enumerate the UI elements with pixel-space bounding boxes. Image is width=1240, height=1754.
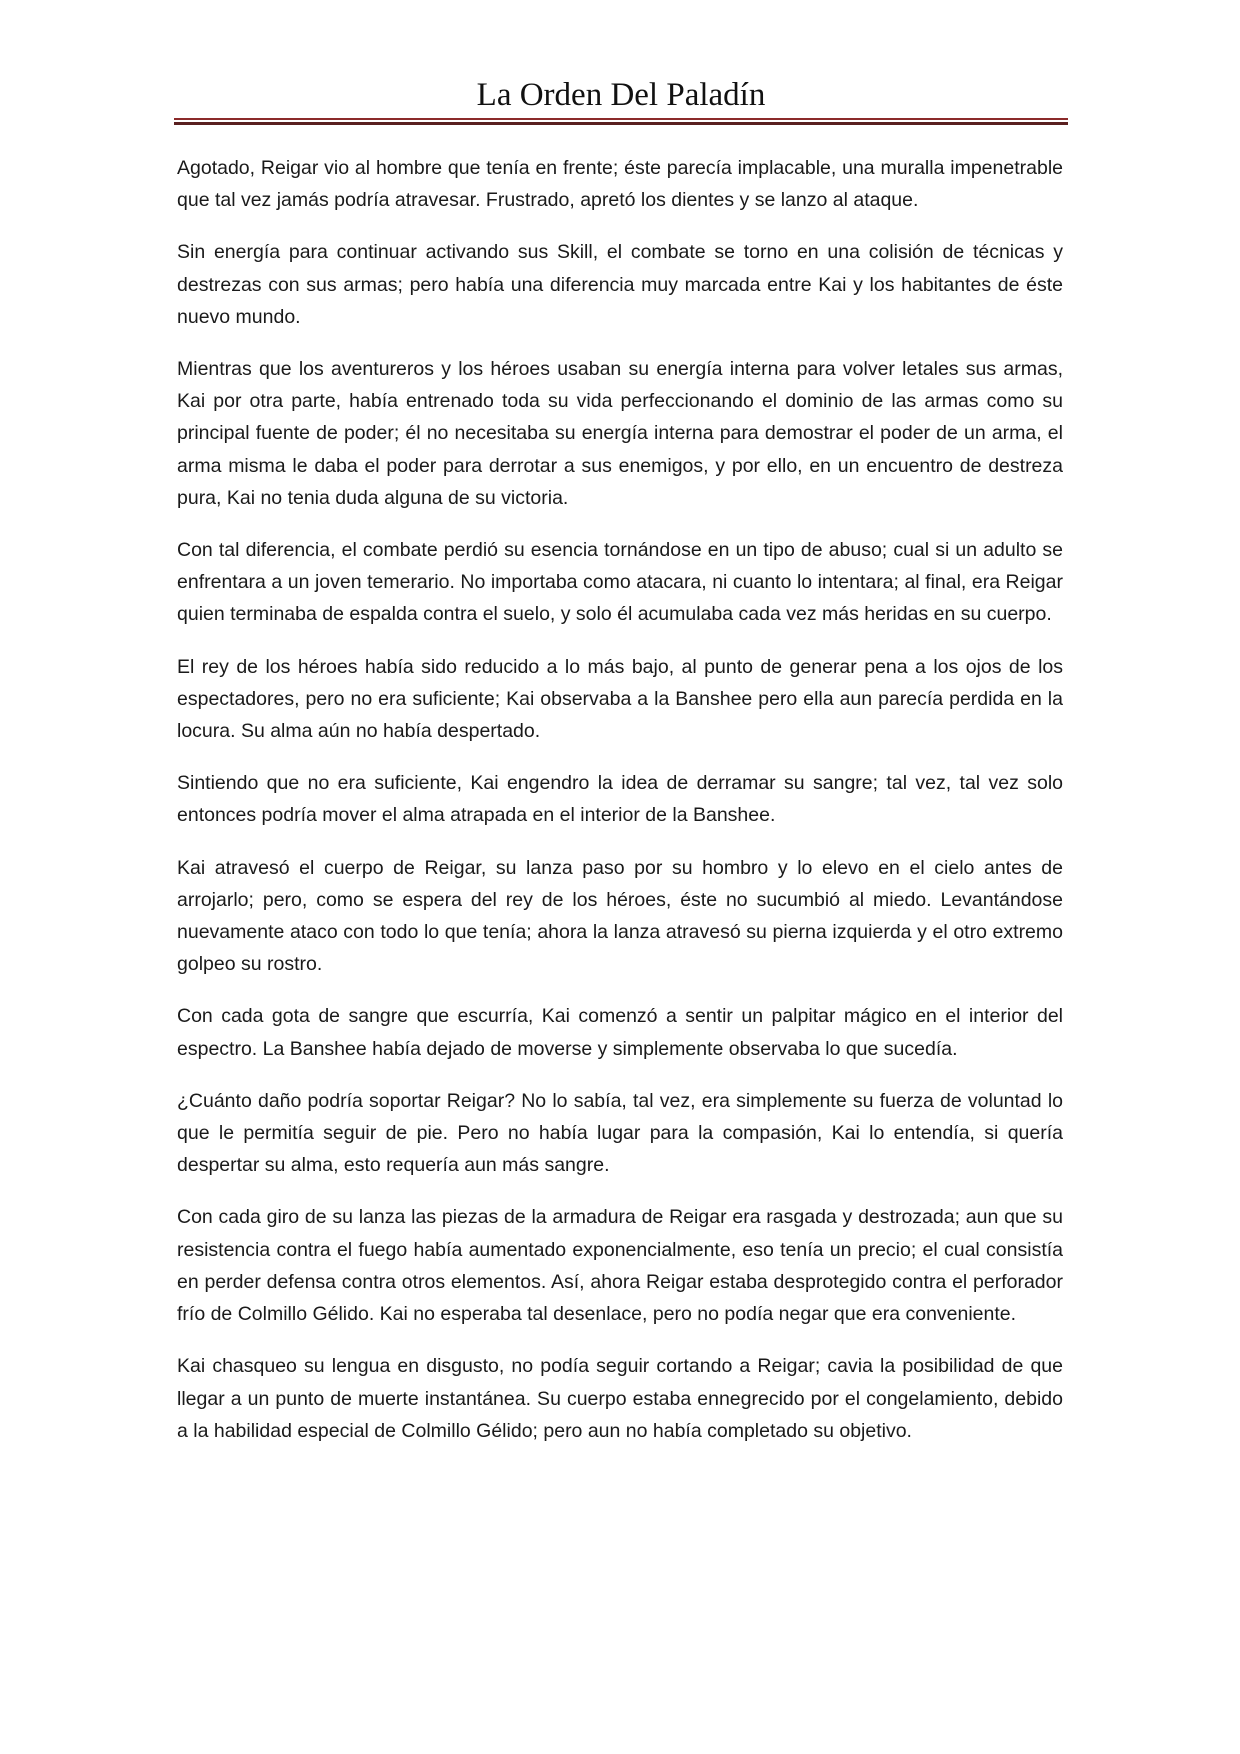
paragraph: ¿Cuánto daño podría soportar Reigar? No lo sabía, tal vez, era simplemente su fuerza de voluntad lo que le permitía seguir de pie. Pero no había lugar para la compasión, Kai lo entendía, si quería despertar su alma, esto requería aun más sangre.: [177, 1089, 1063, 1177]
paragraph: Con tal diferencia, el combate perdió su esencia tornándose en un tipo de abuso; cual si un adulto se enfrentara a un joven temerario. No importaba como atacara, ni cuanto lo intentara; al final, era Reigar quien terminaba de espalda contra el suelo, y solo él acumulaba cada vez más heridas en su cuerpo.: [177, 539, 1063, 626]
paragraph: Con cada giro de su lanza las piezas de la armadura de Reigar era rasgada y destrozada; aun que su resistencia contra el fuego había aumentado exponencialmente, eso tenía un precio; el cual consistía en perder defensa contra otros elementos. Así, ahora Reigar estaba desprotegido contra el perforador frío de Colmillo Gélido. Kai no esperaba tal desenlace, pero no podía negar que era conveniente.: [177, 1206, 1063, 1326]
paragraph: Con cada gota de sangre que escurría, Kai comenzó a sentir un palpitar mágico en el interior del espectro. La Banshee había dejado de moverse y simplemente observaba lo que sucedía.: [177, 1005, 1063, 1060]
header-title: La Orden Del Paladín: [476, 77, 766, 113]
header-rule: [174, 118, 1068, 125]
paragraph: Agotado, Reigar vio al hombre que tenía en frente; éste parecía implacable, una muralla impenetrable que tal vez jamás podría atravesar. Frustrado, apretó los dientes y se lanzo al ataque.: [177, 157, 1063, 212]
paragraph: Mientras que los aventureros y los héroes usaban su energía interna para volver letales sus armas, Kai por otra parte, había entrenado toda su vida perfeccionando el dominio de las armas como su principal fuente de poder; él no necesitaba su energía interna para demostrar el poder de un arma, el arma misma le daba el poder para derrotar a sus enemigos, y por ello, en un encuentro de destreza pura, Kai no tenia duda alguna de su victoria.: [177, 358, 1063, 509]
header-rule-bottom-line: [174, 122, 1068, 125]
header-rule-top-line: [174, 118, 1068, 120]
paragraph: Sintiendo que no era suficiente, Kai engendro la idea de derramar su sangre; tal vez, tal vez solo entonces podría mover el alma atrapada en el interior de la Banshee.: [177, 772, 1063, 827]
paragraph: Kai chasqueo su lengua en disgusto, no podía seguir cortando a Reigar; cavia la posibilidad de que llegar a un punto de muerte instantánea. Su cuerpo estaba ennegrecido por el congelamiento, debido a la habilidad especial de Colmillo Gélido; pero aun no había completado su objetivo.: [177, 1355, 1063, 1442]
paragraph: El rey de los héroes había sido reducido a lo más bajo, al punto de generar pena a los ojos de los espectadores, pero no era suficiente; Kai observaba a la Banshee pero ella aun parecía perdida en la locura. Su alma aún no había despertado.: [177, 655, 1063, 743]
paragraph: Sin energía para continuar activando sus Skill, el combate se torno en una colisión de técnicas y destrezas con sus armas; pero había una diferencia muy marcada entre Kai y los habitantes de éste nuevo mundo.: [177, 241, 1063, 328]
page-header: [174, 70, 1068, 120]
paragraph: Kai atravesó el cuerpo de Reigar, su lanza paso por su hombro y lo elevo en el cielo antes de arrojarlo; pero, como se espera del rey de los héroes, éste no sucumbió al miedo. Levantándose nuevamente ataco con todo lo que tenía; ahora la lanza atravesó su pierna izquierda y el otro extremo golpeo su rostro.: [177, 856, 1063, 976]
body-text: [177, 152, 1063, 1467]
